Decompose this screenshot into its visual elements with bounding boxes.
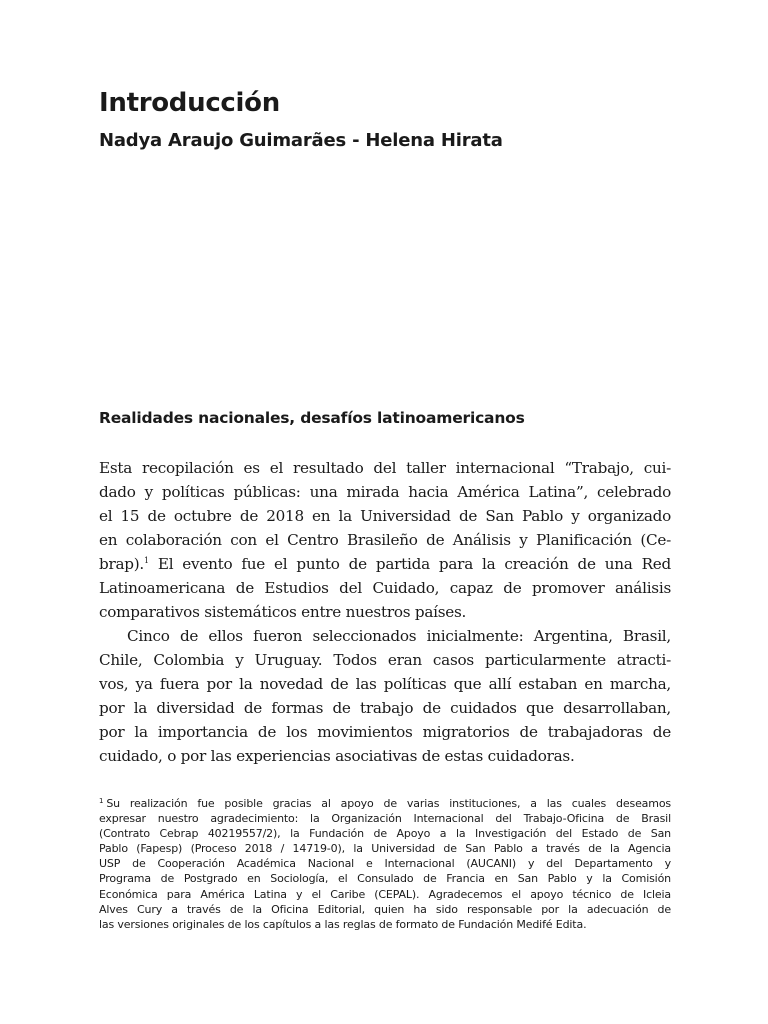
- text-line: vos, ya fuera por la novedad de las políticas que allí estaban en marcha,: [99, 675, 671, 693]
- text-line: Esta recopilación es el resultado del taller internacional “Trabajo, cui-: [99, 459, 671, 477]
- footnote-line: Alves Cury a través de la Oficina Editorial, quien ha sido responsable por la adecuación de: [99, 902, 671, 916]
- text-fragment: brap).: [99, 555, 145, 573]
- footnote-number: 1: [99, 797, 104, 805]
- text-line: [99, 552, 671, 576]
- body-text: [99, 456, 671, 768]
- footnote-line: USP de Cooperación Académica Nacional e Internacional (AUCANI) y del Departamento y: [99, 857, 671, 871]
- paragraph-1: [99, 456, 671, 624]
- footnote-reference: 1: [144, 556, 149, 565]
- text-line: el 15 de octubre de 2018 en la Universidad de San Pablo y organizado: [99, 507, 671, 525]
- text-line: en colaboración con el Centro Brasileño de Análisis y Planificación (Ce-: [99, 531, 671, 549]
- text-line: Latinoamericana de Estudios del Cuidado, capaz de promover análisis: [99, 579, 671, 597]
- footnote-line: las versiones originales de los capítulos a las reglas de formato de Fundación Medifé Edita.: [99, 917, 587, 931]
- chapter-title: Introducción: [99, 88, 280, 118]
- footnote-line: (Contrato Cebrap 40219557/2), la Fundación de Apoyo a la Investigación del Estado de San: [99, 827, 671, 841]
- footnote: [99, 796, 671, 932]
- text-line: por la importancia de los movimientos migratorios de trabajadoras de: [99, 723, 671, 741]
- section-heading: Realidades nacionales, desafíos latinoamericanos: [99, 409, 525, 427]
- footnote-line: expresar nuestro agradecimiento: la Organización Internacional del Trabajo-Oficina de Brasil: [99, 812, 671, 826]
- text-line: Chile, Colombia y Uruguay. Todos eran casos particularmente atracti-: [99, 651, 671, 669]
- footnote-line: Programa de Postgrado en Sociología, el Consulado de Francia en San Pablo y la Comisión: [99, 872, 671, 886]
- text-line: dado y políticas públicas: una mirada hacia América Latina”, celebrado: [99, 483, 671, 501]
- chapter-authors: Nadya Araujo Guimarães - Helena Hirata: [99, 130, 503, 151]
- text-line: comparativos sistemáticos entre nuestros países.: [99, 603, 467, 621]
- text-line: Cinco de ellos fueron seleccionados inicialmente: Argentina, Brasil,: [127, 627, 671, 645]
- text-fragment: Su realización fue posible gracias al apoyo de varias instituciones, a las cuales deseamos: [106, 797, 671, 810]
- footnote-line: [99, 796, 671, 811]
- text-line: por la diversidad de formas de trabajo de cuidados que desarrollaban,: [99, 699, 671, 717]
- footnote-line: Económica para América Latina y el Caribe (CEPAL). Agradecemos el apoyo técnico de Icleia: [99, 887, 671, 901]
- footnote-line: Pablo (Fapesp) (Proceso 2018 / 14719-0), la Universidad de San Pablo a través de la Agencia: [99, 842, 671, 856]
- text-fragment: El evento fue el punto de partida para la creación de una Red: [148, 555, 671, 573]
- text-line: cuidado, o por las experiencias asociativas de estas cuidadoras.: [99, 747, 575, 765]
- paragraph-2: [99, 624, 671, 768]
